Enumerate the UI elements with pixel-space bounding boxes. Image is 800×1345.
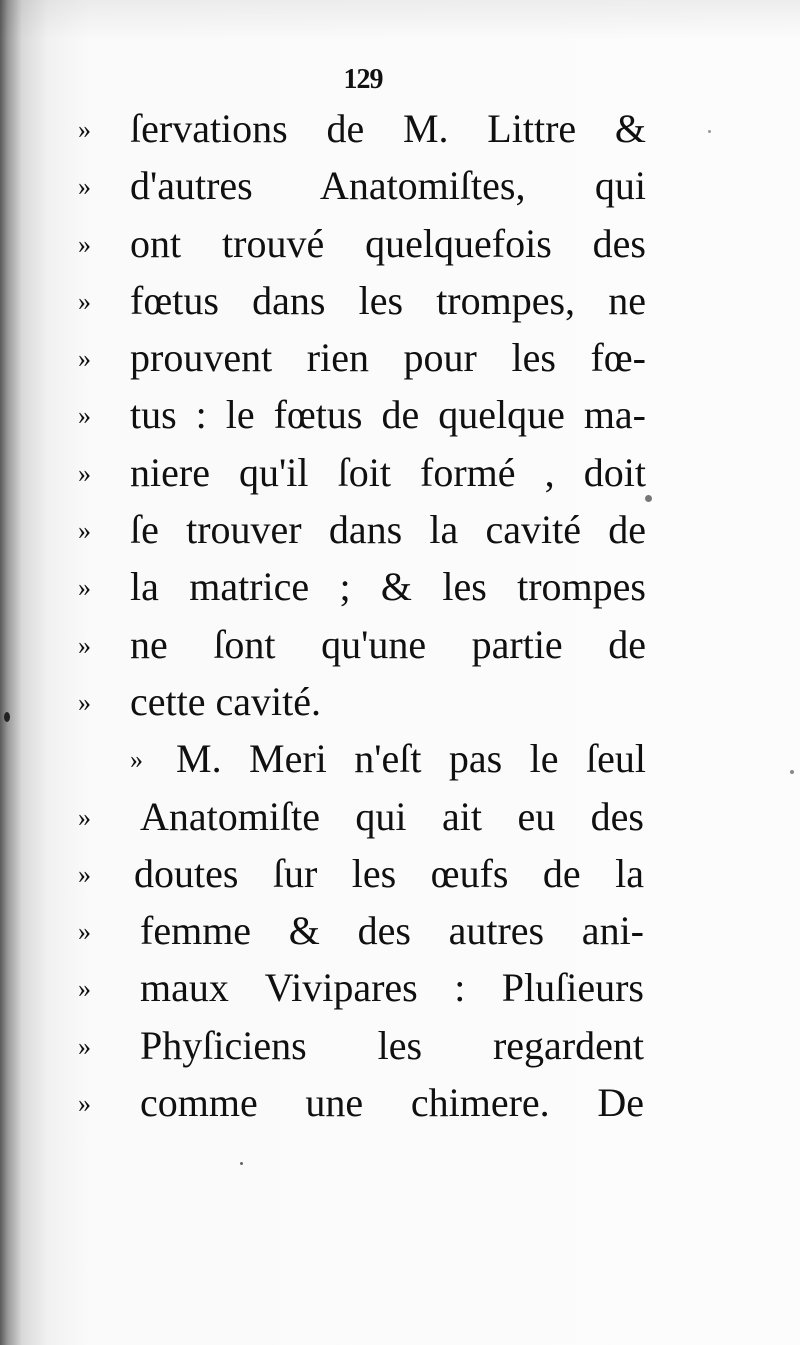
line-text: fœtus dans les trompes, ne bbox=[130, 277, 646, 323]
quote-marker: » bbox=[78, 917, 89, 947]
line-text: ne ſont qu'une partie de bbox=[130, 621, 646, 667]
text-line bbox=[78, 730, 658, 787]
text-line bbox=[78, 673, 658, 730]
quote-marker: » bbox=[130, 745, 141, 775]
text-line bbox=[78, 1017, 658, 1074]
quote-marker: » bbox=[78, 687, 89, 717]
line-text: la matrice ; & les trompes bbox=[130, 564, 646, 610]
text-line bbox=[78, 157, 658, 214]
quote-marker: » bbox=[78, 229, 89, 259]
text-line bbox=[78, 845, 658, 902]
line-text: doutes ſur les œufs de la bbox=[134, 850, 644, 896]
line-text: cette cavité. bbox=[130, 678, 321, 724]
quote-marker: » bbox=[78, 516, 89, 546]
line-text: prouvent rien pour les fœ- bbox=[130, 335, 646, 381]
quote-marker: » bbox=[78, 630, 89, 660]
text-line bbox=[78, 616, 658, 673]
line-text: Phyſiciens les regardent bbox=[140, 1022, 644, 1068]
quote-marker: » bbox=[78, 172, 89, 202]
page-shadow bbox=[0, 0, 800, 40]
line-text: femme & des autres ani- bbox=[140, 908, 644, 954]
quote-marker: » bbox=[78, 974, 89, 1004]
quote-marker: » bbox=[78, 458, 89, 488]
text-line bbox=[78, 1074, 658, 1131]
quote-marker: » bbox=[78, 1089, 89, 1119]
text-line bbox=[78, 902, 658, 959]
line-text: niere qu'il ſoit formé , doit bbox=[130, 449, 646, 495]
line-text: M. Meri n'eſt pas le ſeul bbox=[176, 736, 646, 782]
line-text: maux Vivipares : Pluſieurs bbox=[140, 965, 644, 1011]
quote-marker: » bbox=[78, 286, 89, 316]
text-line bbox=[78, 386, 658, 443]
text-line bbox=[78, 558, 658, 615]
paper-speck bbox=[240, 1162, 243, 1165]
line-text: ont trouvé quelquefois des bbox=[130, 220, 646, 266]
text-line bbox=[78, 959, 658, 1016]
paper-speck bbox=[4, 712, 10, 722]
text-line bbox=[78, 215, 658, 272]
line-text: Anatomiſte qui ait eu des bbox=[140, 793, 644, 839]
line-text: ſervations de M. Littre & bbox=[130, 106, 646, 151]
paper-speck bbox=[645, 495, 652, 502]
quote-marker: » bbox=[78, 401, 89, 431]
text-line bbox=[78, 329, 658, 386]
text-line bbox=[78, 444, 658, 501]
quote-marker: » bbox=[78, 859, 89, 889]
line-text: comme une chimere. De bbox=[140, 1080, 644, 1126]
line-text: tus : le fœtus de quelque ma- bbox=[130, 392, 646, 438]
line-text: d'autres Anatomiſtes, qui bbox=[130, 163, 646, 209]
quote-marker: » bbox=[78, 802, 89, 832]
paper-speck bbox=[708, 130, 711, 133]
text-line bbox=[78, 501, 658, 558]
quote-marker: » bbox=[78, 1031, 89, 1061]
line-text: ſe trouver dans la cavité de bbox=[130, 507, 646, 553]
quote-marker: » bbox=[78, 573, 89, 603]
text-line bbox=[78, 100, 658, 157]
page-number: 129 bbox=[343, 64, 383, 95]
text-line bbox=[78, 272, 658, 329]
paper-speck bbox=[790, 770, 794, 774]
text-line bbox=[78, 788, 658, 845]
quote-marker: » bbox=[78, 115, 89, 144]
body-text bbox=[78, 100, 658, 1131]
quote-marker: » bbox=[78, 344, 89, 374]
